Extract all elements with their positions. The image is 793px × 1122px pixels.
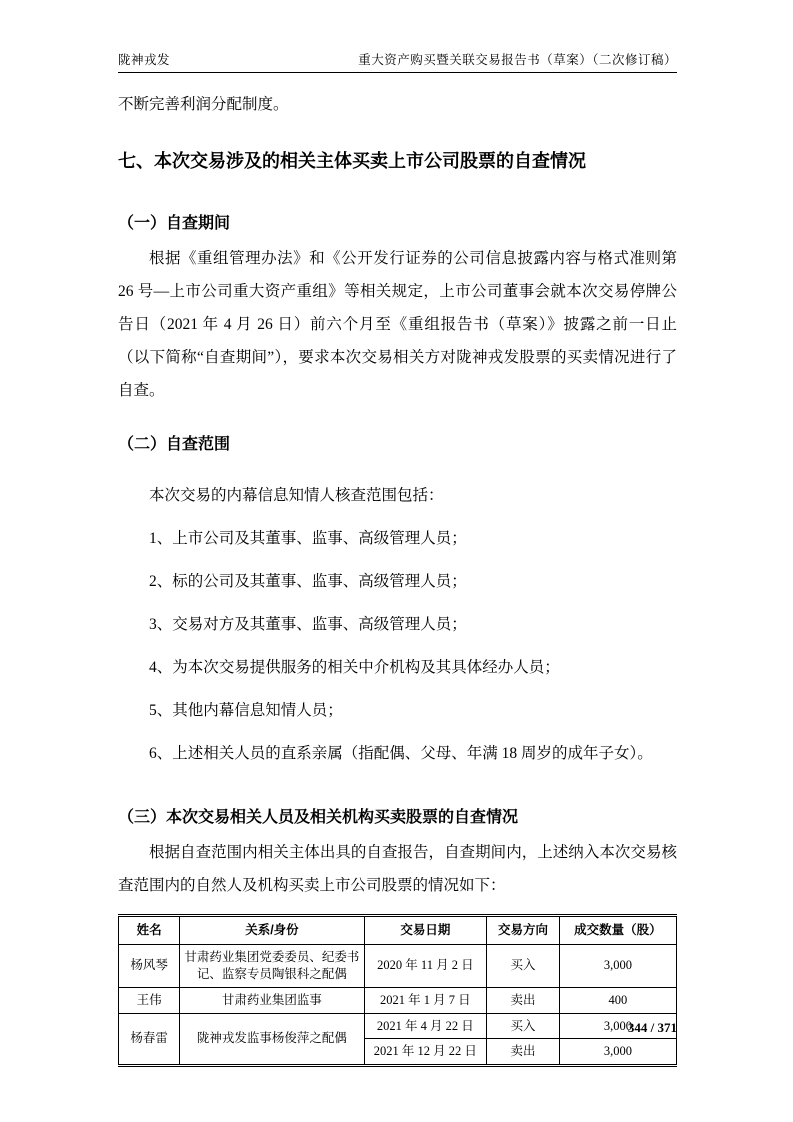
cell-relation: 甘肃药业集团监事 — [180, 987, 364, 1013]
cell-volume: 400 — [559, 987, 676, 1013]
scope-item-2: 2、标的公司及其董事、监事、高级管理人员； — [149, 573, 467, 590]
cell-name: 杨春雷 — [119, 1013, 180, 1066]
cell-volume: 3,000 — [559, 1013, 676, 1039]
trading-table — [118, 914, 677, 1067]
table-row — [119, 1013, 677, 1039]
scope-list — [118, 522, 677, 770]
scope-item-6: 6、上述相关人员的直系亲属（指配偶、父母、年满 18 周岁的成年子女）。 — [149, 745, 653, 762]
cell-date: 2021 年 1 月 7 日 — [364, 987, 487, 1013]
table-row — [119, 944, 677, 987]
scope-item-4: 4、为本次交易提供服务的相关中介机构及其具体经办人员； — [149, 659, 560, 676]
scope-item-1: 1、上市公司及其董事、监事、高级管理人员； — [149, 530, 467, 547]
header-date: 交易日期 — [364, 916, 487, 945]
header-volume: 成交数量（股） — [559, 916, 676, 945]
table-header-row — [119, 916, 677, 945]
cell-date: 2021 年 4 月 22 日 — [364, 1013, 487, 1039]
header-company-name: 陇神戎发 — [118, 53, 171, 67]
cell-date: 2021 年 12 月 22 日 — [364, 1039, 487, 1066]
cell-name: 杨风琴 — [119, 944, 180, 987]
subsection-3-title: （三）本次交易相关人员及相关机构买卖股票的自查情况 — [118, 809, 519, 826]
cell-date: 2020 年 11 月 2 日 — [364, 944, 487, 987]
subsection-1-paragraph: 根据《重组管理办法》和《公开发行证券的公司信息披露内容与格式准则第 26 号—上市公司重大资产重组》等相关规定，上市公司董事会就本次交易停牌公告日（2021 年 4 月 26 日）前六个月至《重组报告书（草案）》披露之前一日止（以下简称“自查期间”），要求本次交易相关方对陇神戎发股票的买卖情况进行了自查。 — [118, 250, 677, 399]
header-relation: 关系/身份 — [180, 916, 364, 945]
table-row — [119, 987, 677, 1013]
header-name: 姓名 — [119, 916, 180, 945]
subsection-2-title: （二）自查范围 — [118, 436, 231, 453]
cell-direction: 卖出 — [487, 1039, 560, 1066]
scope-item-5: 5、其他内幕信息知情人员； — [149, 702, 343, 719]
cell-relation: 陇神戎发监事杨俊萍之配偶 — [180, 1013, 364, 1066]
cell-volume: 3,000 — [559, 944, 676, 987]
page-header — [118, 50, 677, 73]
cell-volume: 3,000 — [559, 1039, 676, 1066]
header-direction: 交易方向 — [487, 916, 560, 945]
scope-lead: 本次交易的内幕信息知情人核查范围包括： — [149, 487, 444, 504]
cell-direction: 买入 — [487, 1013, 560, 1039]
cell-relation: 甘肃药业集团党委委员、纪委书记、监察专员陶银科之配偶 — [180, 944, 364, 987]
cell-direction: 卖出 — [487, 987, 560, 1013]
scope-item-3: 3、交易对方及其董事、监事、高级管理人员； — [149, 616, 467, 633]
cell-direction: 买入 — [487, 944, 560, 987]
cell-name: 王伟 — [119, 987, 180, 1013]
section-7-title: 七、本次交易涉及的相关主体买卖上市公司股票的自查情况 — [118, 151, 586, 171]
page-number: 344 / 371 — [627, 1020, 677, 1035]
header-report-title: 重大资产购买暨关联交易报告书（草案）（二次修订稿） — [358, 53, 677, 67]
subsection-3-paragraph: 根据自查范围内相关主体出具的自查报告，自查期间内，上述纳入本次交易核查范围内的自然人及机构买卖上市公司股票的情况如下： — [118, 844, 677, 894]
subsection-1-title: （一）自查期间 — [118, 215, 231, 232]
intro-paragraph: 不断完善利润分配制度。 — [118, 96, 289, 113]
